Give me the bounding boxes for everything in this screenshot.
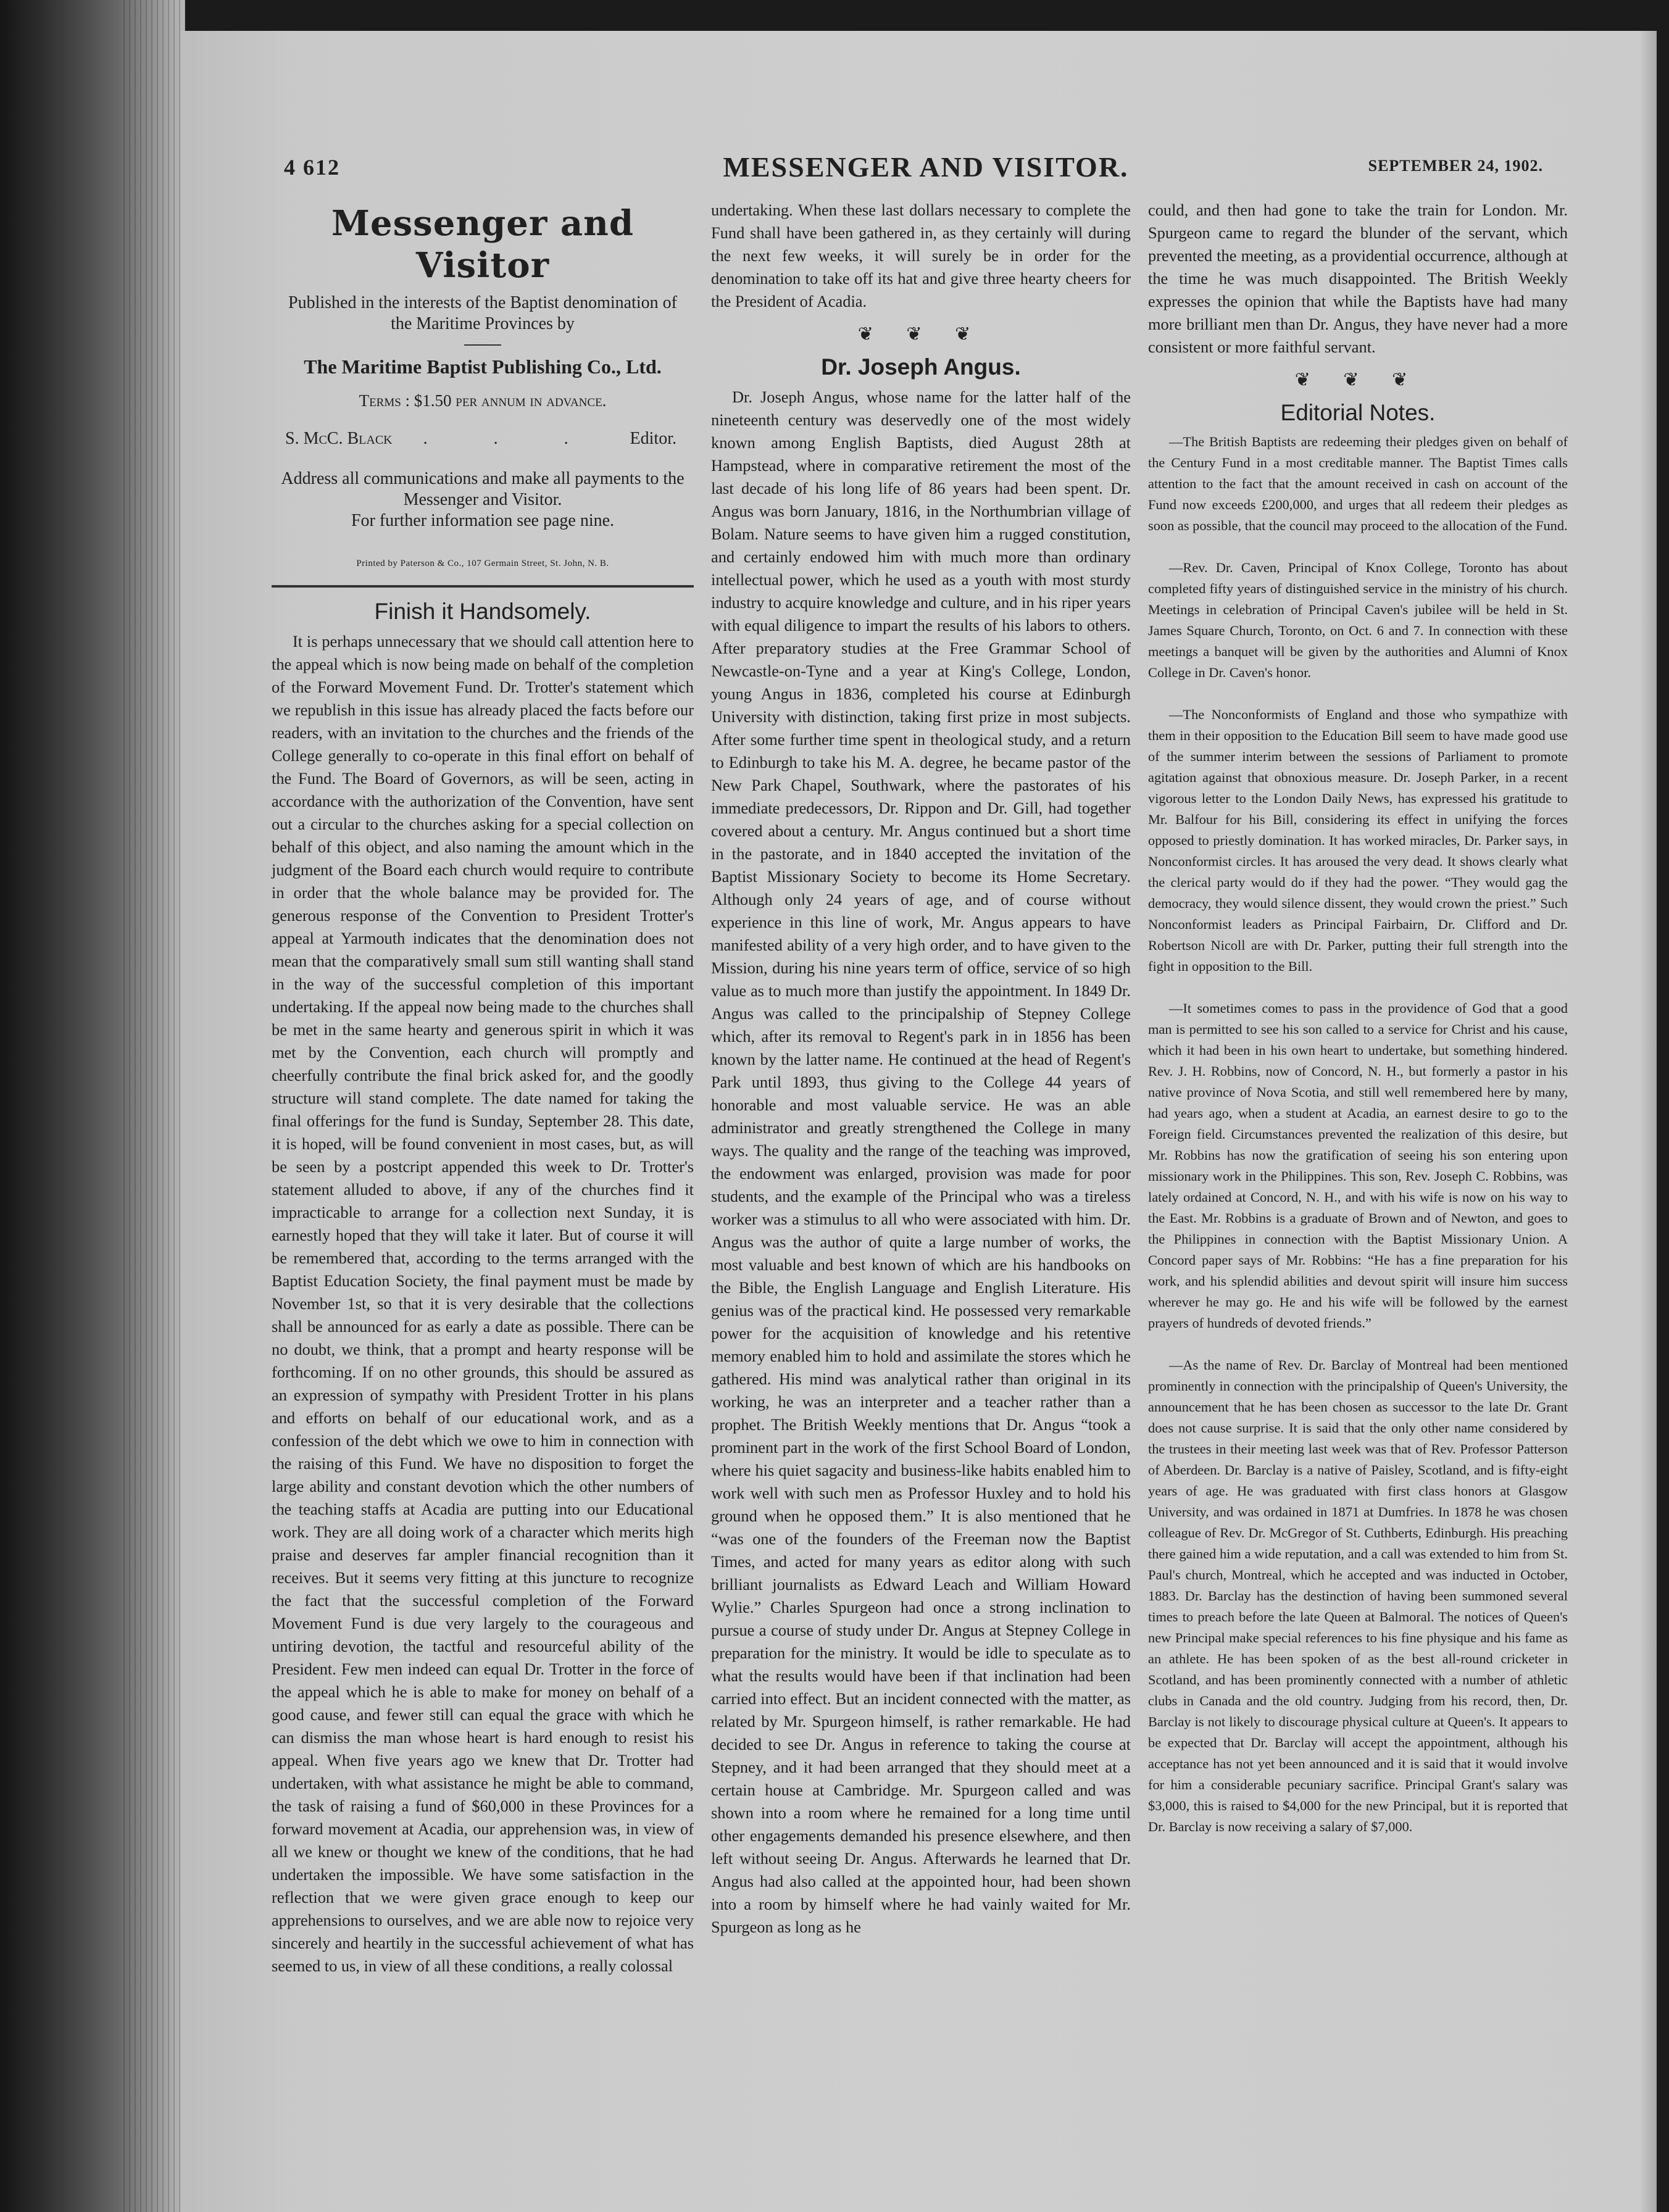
publisher-name: The Maritime Baptist Publishing Co., Ltd. [304,356,662,378]
editor-line [285,427,676,450]
editorial-note: —Rev. Dr. Caven, Principal of Knox College, Toronto has about completed fifty years of distinguished service in the ministry of his church. Meetings in celebration of Principal Caven's jubilee will be held in St. James Square Church, Toronto, on Oct. 6 and 7. In connection with these meetings a banquet will be given by the authorities and Alumni of Knox College in Dr. Caven's honor. [1148,560,1568,680]
editorial-note: —The Nonconformists of England and those who sympathize with them in their opposition to the Education Bill seem to have made good use of the summer interim between the sessions of Parliament to promote agitation against that obnoxious measure. Dr. Joseph Parker, in a recent vigorous letter to the London Daily News, has expressed his gratitude to Mr. Balfour for his Bill, considering its effect in unifying the forces opposed to priestly domination. It has worked miracles, Dr. Parker says, in Nonconformist circles. It has aroused the very dead. It shows clearly what the clerical party would do if they had the power. “They would gag the democracy, they would silence dissent, they would crown the priest.” Such Nonconformist leaders as Principal Fairbairn, Dr. Clifford and Dr. Robertson Nicoll are with Dr. Parker, putting their full strength into the fight in opposition to the Bill. [1148,707,1568,974]
editorial-notes [1148,431,1568,1837]
section-rule [272,585,694,588]
address-block [277,468,689,531]
page-shadow [1639,31,1657,2212]
newspaper-page [180,31,1657,2212]
divider [464,344,501,346]
editorial-note: —The British Baptists are redeeming their pledges given on behalf of the Century Fund in a most creditable manner. The Baptist Times calls attention to the fact that the amount received in cash on account of the Fund now exceeds £200,000, and urges that all redeem their pledges as soon as possible, that the council may proceed to the allocation of the Fund. [1148,434,1568,533]
article-title: Dr. Joseph Angus. [821,354,1021,380]
publication-line: Published in the interests of the Baptist denomination of the Maritime Provinces by [288,293,677,333]
address-instructions: Address all communications and make all payments to the Messenger and Visitor. [281,469,685,509]
editorial-note: —It sometimes comes to pass in the providence of God that a good man is permitted to see his son called to a service for Christ and his cause, which it had been in his own heart to undertake, but something hindered. Rev. J. H. Robbins, now of Concord, N. H., but formerly a pastor in his native province of Nova Scotia, and still well remembered here by many, had years ago, when a student at Acadia, an earnest desire to go to the Foreign field. Circumstances prevented the realization of this desire, but Mr. Robbins has now the gratification of seeing his son entering upon missionary work in the Philippines. This son, Rev. Joseph C. Robbins, was lately ordained at Concord, N. H., and with his wife is now on his way to the East. Mr. Robbins is a graduate of Brown and of Newton, and goes to the Philippines in connection with the Baptist Missionary Union. A Concord paper says of Mr. Robbins: “He has a fine preparation for his work, and his splendid abilities and devout spirit will insure him success wherever he may go. He and his wife will be followed by the earnest prayers of hundreds of devoted friends.” [1148,1000,1568,1331]
editor-name: S. McC. Black [285,429,393,448]
editor-title: Editor. [630,429,676,448]
continuation-text: could, and then had gone to take the train for London. Mr. Spurgeon came to regard the blunder of the servant, which prevented the meeting, as a providential occurrence, although at the time he was much disappointed. The British Weekly expresses the opinion that while the Baptists have had many more brilliant men than Dr. Angus, they have never had a more consistent or more faithful servant. [1148,201,1568,356]
subscription-terms: Terms : $1.50 per annum in advance. [359,391,607,410]
paper-title: Messenger and Visitor [331,203,634,286]
article-paragraph: It is perhaps unnecessary that we should call attention here to the appeal which is now being made on behalf of the completion of the Forward Movement Fund. Dr. Trotter's statement which we republish in this issue has already placed the facts before our readers, with an invitation to the churches and the friends of the College generally to co-operate in this final effort on behalf of the Fund. The Board of Governors, as will be seen, acting in accordance with the authorization of the Convention, have sent out a circular to the churches asking for a special collection on behalf of this object, and also naming the amount which in the judgment of the Board each church would require to contribute in order that the whole balance may be provided for. The generous response of the Convention to President Trotter's appeal at Yarmouth indicates that the denomination does not mean that the comparatively small sum still wanting shall stand in the way of the successful completion of this important undertaking. If the appeal now being made to the churches shall be met in the same hearty and generous spirit in which it was met by the Convention, each church will promptly and cheerfully contribute the final brick asked for, and the goodly structure will stand complete. The date named for taking the final offerings for the fund is Sunday, September 28. This date, it is hoped, will be found convenient in most cases, but, as will be seen by a postcript appended this week to Dr. Trotter's statement alluded to above, if any of the churches find it impracticable to arrange for a collection next Sunday, it is earnestly hoped that they will take it later. But of course it will be remembered that, according to the terms arranged with the Baptist Education Society, the final payment must be made by November 1st, so that it is very desirable that the collections shall be announced for as early a date as possible. There can be no doubt, we think, that a prompt and hearty response will be forthcoming. If on no other grounds, this should be assured as an expression of sympathy with President Trotter in his plans and efforts on behalf of our educational work, and as a confession of the debt which we owe to him in connection with the raising of this Fund. We have no disposition to forget the large ability and constant devotion which the other numbers of the teaching staffs at Acadia are putting into our Educational work. They are all doing work of a character which merits high praise and deserves far ampler financial recognition than it receives. But it seems very fitting at this juncture to recognize the fact that the successful completion of the Forward Movement Fund is due very largely to the courageous and untiring devotion, the tactful and resourceful ability of the President. Few men indeed can equal Dr. Trotter in the force of the appeal which he is able to make for money on behalf of a good cause, and fewer still can equal the grace with which he can dismiss the man whose heart is hard enough to resist his appeal. When five years ago we knew that Dr. Trotter had undertaken, with what assistance he might be able to command, the task of raising a fund of $60,000 in these Provinces for a forward movement at Acadia, our apprehension was, in view of all we knew or thought we knew of the conditions, that he had undertaken the impossible. We have some satisfaction in the reflection that we were given grace enough to keep our apprehensions to ourselves, and we are able now to rejoice very sincerely and heartily in the successful achievement of what has seemed to us, in view of all these conditions, a really colossal [272,632,694,1975]
continuation-text: undertaking. When these last dollars necessary to complete the Fund shall have been gathered in, as they certainly will during the next few weeks, it will surely be in order for the denomination to take off its hat and give three hearty cheers for the President of Acadia. [711,201,1131,310]
editor-dots: . . . [423,429,599,448]
asterism-divider: ❦ ❦ ❦ [857,323,984,345]
asterism-divider: ❦ ❦ ❦ [1294,369,1421,391]
editorial-note: —As the name of Rev. Dr. Barclay of Montreal had been mentioned prominently in connection with the principalship of Queen's University, the announcement that he has been chosen as successor to the late Dr. Grant does not cause surprise. It is said that the only other name considered by the trustees in their meeting last week was that of Rev. Professor Patterson of Aberdeen. Dr. Barclay is a native of Paisley, Scotland, and is fifty-eight years of age. He was graduated with first class honors at Glasgow University, and was ordained in 1871 at Dumfries. In 1878 he was chosen colleague of Rev. Dr. McGregor of St. Cuthberts, Edinburgh. His preaching there gained him a wide reputation, and a call was extended to him from St. Paul's church, Montreal, which he accepted and was inducted in October, 1883. Dr. Barclay has the destinction of having been summoned several times to preach before the late Queen at Balmoral. The notices of Queen's new Principal make special references to his fine physique and his fame as an athlete. He has been spoken of as the best all-round cricketer in Scotland, and has been prominently connected with a number of athletic clubs in Canada and the old country. Judging from his record, then, Dr. Barclay is not likely to discourage physical culture at Queen's. It appears to be expected that Dr. Barclay will accept the appointment, although his acceptance has not yet been announced and it is said that it would involve for him a considerable pecuniary sacrifice. Principal Grant's salary was $3,000, this is raised to $4,000 for the new Principal, but it is reported that Dr. Barclay is now receiving a salary of $7,000. [1148,1357,1568,1834]
issue-date: SEPTEMBER 24, 1902. [1368,157,1543,175]
page-number: 4 612 [284,155,340,180]
page-header [284,122,1543,184]
masthead: MESSENGER AND VISITOR. [723,151,1129,183]
article-body [272,630,694,1977]
article-paragraph: Dr. Joseph Angus, whose name for the latter half of the nineteenth century was deservedly one of the most widely known among English Baptists, died August 28th at Hampstead, where in comparative retirement the most of the last decade of his long life of 86 years had been spent. Dr. Angus was born January, 1816, in the Northumbrian village of Bolam. Nature seems to have given him a rugged constitution, and certainly endowed him with much more than ordinary intellectual power, which he used as a youth with most sturdy industry to acquire knowledge and culture, and in his riper years with equal diligence to impart the results of his labors to others. After preparatory studies at the Free Grammar School of Newcastle-on-Tyne and a year at King's College, London, young Angus in 1836, completed his course at Edinburgh University with distinction, taking first prize in most subjects. After some further time spent in theological study, and a return to Edinburgh to take his M. A. degree, he became pastor of the New Park Chapel, Southwark, where the pastorates of his immediate predecessors, Dr. Rippon and Dr. Gill, had together covered about a century. Mr. Angus continued but a short time in the pastorate, and in 1840 accepted the invitation of the Baptist Missionary Society to become its Home Secretary. Although only 24 years of age, and of course without experience in this line of work, Mr. Angus appears to have manifested ability of a very high order, and to have given to the Mission, during his nine years term of office, service of so high value as to much more than justify the appointment. In 1849 Dr. Angus was called to the principalship of Stepney College which, after its removal to Regent's park in in 1856 has been known by the latter name. He continued at the head of Regent's Park until 1893, thus giving to the College 44 years of honorable and most valuable service. He was an able administrator and greatly strengthened the College in many ways. The quality and the range of the teaching was improved, the endowment was enlarged, provision was made for poor students, and the example of the Principal who was a tireless worker was a stimulus to all who were associated with him. Dr. Angus was the author of quite a large number of works, the most valuable and best known of which are his handbooks on the Bible, the English Language and English Literature. His genius was of the practical kind. He possessed very remarkable power for the acquisition of knowledge and his retentive memory enabled him to hold and assimilate the stores which he gathered. His mind was analytical rather than original in its working, he was an interpreter and a teacher rather than a prophet. The British Weekly mentions that Dr. Angus “took a prominent part in the work of the first School Board of London, where his quiet sagacity and business-like habits enabled him to work well with such men as Professor Huxley and to hold his ground when he opposed them.” It is also mentioned that he “was one of the founders of the Freeman now the Baptist Times, and acted for many years as editor along with such brilliant journalists as Edward Leach and William Howard Wylie.” Charles Spurgeon had once a strong inclination to pursue a course of study under Dr. Angus at Stepney College in preparation for the ministry. It would be idle to speculate as to what the results would have been if that inclination had been carried into effect. But an incident connected with the matter, as related by Mr. Spurgeon himself, is rather remarkable. He had decided to see Dr. Angus in reference to taking the course at Stepney, and it had been arranged that they should meet at a certain house at Cambridge. Mr. Spurgeon called and was shown into a room where he remained for a long time until other engagements demanded his presence elsewhere, and then left without seeing Dr. Angus. Afterwards he learned that Dr. Angus had also called at the appointed hour, had been shown into a room by himself where he had vainly waited for Mr. Spurgeon as long as he [711,388,1131,1936]
column-3 [1148,199,1568,1837]
column-2 [711,199,1131,1939]
editorial-notes-title: Editorial Notes. [1280,400,1436,425]
column-1 [272,199,694,1977]
printer-line: Printed by Paterson & Co., 107 Germain Street, St. John, N. B. [356,559,609,568]
further-info: For further information see page nine. [351,511,615,530]
binding-page-edges [123,0,185,2212]
article-title: Finish it Handsomely. [374,599,591,624]
